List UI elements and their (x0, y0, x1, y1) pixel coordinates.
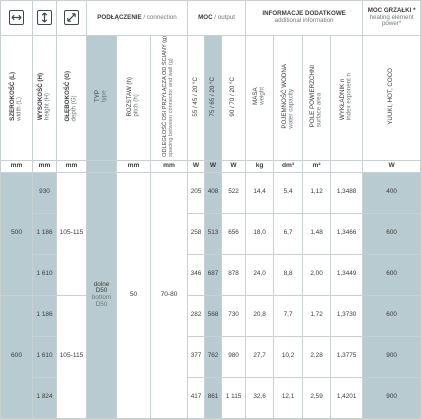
unit-cell: W (205, 160, 222, 172)
exponent-label: WYKŁADNIK n index exponent n (331, 36, 363, 161)
unit-cell (331, 160, 363, 172)
output-90-value: 1 115 (222, 377, 246, 418)
surface-value: 2,28 (303, 336, 331, 377)
exponent-value: 1,3730 (331, 295, 363, 336)
output-90-value: 878 (222, 254, 246, 295)
output-75-value: 762 (205, 336, 222, 377)
height-arrows-icon (37, 10, 52, 25)
heater-value: 900 (363, 336, 421, 377)
unit-cell: W (363, 160, 421, 172)
heater-power-header: MOC GRZAŁKI * heating element power* (363, 1, 421, 36)
mass-value: 14,4 (246, 172, 274, 213)
depth-icon-cell (57, 1, 87, 36)
water-value: 8,8 (274, 254, 303, 295)
water-value: 7,7 (274, 295, 303, 336)
width-label: SZEROKOŚĆ (L) width (L) (1, 36, 33, 161)
output-75-value: 568 (205, 295, 222, 336)
exponent-value: 1,3488 (331, 172, 363, 213)
width-value: 600 (1, 295, 33, 418)
unit-cell: mm (57, 160, 87, 172)
connection-type-value: dolne D50 bottom D50 (87, 172, 117, 418)
heater-value: 600 (363, 295, 421, 336)
models-label: YUUKI, HOT, COCO (363, 36, 421, 161)
output-55-value: 205 (188, 172, 205, 213)
units-row (1, 160, 421, 172)
height-value: 1 824 (33, 377, 57, 418)
water-value: 6,7 (274, 213, 303, 254)
surface-value: 2,59 (303, 377, 331, 418)
height-value: 1 186 (33, 213, 57, 254)
output-55-value: 377 (188, 336, 205, 377)
pitch-value: 50 (117, 172, 151, 418)
output-75-value: 861 (205, 377, 222, 418)
output-75-value: 408 (205, 172, 222, 213)
unit-cell: kg (246, 160, 274, 172)
surface-value: 1,12 (303, 172, 331, 213)
unit-cell: mm (117, 160, 151, 172)
mass-value: 24,0 (246, 254, 274, 295)
surface-value: 1,72 (303, 295, 331, 336)
output-55-value: 417 (188, 377, 205, 418)
exponent-value: 1,3466 (331, 213, 363, 254)
type-label: TYP type (87, 36, 117, 161)
heater-value: 400 (363, 172, 421, 213)
pitch-label: ROZSTAW (h) pitch (h) (117, 36, 151, 161)
exponent-value: 1,4201 (331, 377, 363, 418)
depth-value: 105-115 (57, 295, 87, 418)
output-90-value: 656 (222, 213, 246, 254)
additional-info-header: INFORMACJE DODATKOWE additional information (246, 1, 363, 36)
unit-cell: W (222, 160, 246, 172)
mass-value: 27,7 (246, 336, 274, 377)
water-value: 12,1 (274, 377, 303, 418)
output-90-value: 980 (222, 336, 246, 377)
spacing-label: ODLEGŁOŚĆ OSI PRZYŁĄCZA OD ŚCIANY (g) spacing between connector and wall (g) (151, 36, 188, 161)
height-icon-cell (33, 1, 57, 36)
water-value: 10,2 (274, 336, 303, 377)
depth-value: 105-115 (57, 172, 87, 295)
unit-cell: W (188, 160, 205, 172)
output-55-value: 346 (188, 254, 205, 295)
unit-cell: dm³ (274, 160, 303, 172)
unit-cell: mm (33, 160, 57, 172)
surface-area-label: POLE POWIERZCHNI surface area (303, 36, 331, 161)
temp-75-label: 75 / 65 / 20 °C (205, 36, 222, 161)
exponent-value: 1,3775 (331, 336, 363, 377)
height-label: WYSOKOŚĆ (H) height (H) (33, 36, 57, 161)
mass-value: 18,0 (246, 213, 274, 254)
connection-header: PODŁĄCZENIE / connection (87, 1, 188, 36)
height-value: 1 610 (33, 336, 57, 377)
mass-value: 20,8 (246, 295, 274, 336)
height-value: 1 186 (33, 295, 57, 336)
width-icon-cell (1, 1, 33, 36)
table-row (1, 172, 421, 213)
output-55-value: 258 (188, 213, 205, 254)
heater-value: 600 (363, 213, 421, 254)
output-90-value: 522 (222, 172, 246, 213)
heater-value: 900 (363, 377, 421, 418)
water-capacity-label: POJEMNOŚĆ WODNA water capacity (274, 36, 303, 161)
mass-label: MASA weight (246, 36, 274, 161)
height-value: 1 610 (33, 254, 57, 295)
width-value: 500 (1, 172, 33, 295)
unit-cell (87, 160, 117, 172)
table-row (1, 295, 421, 336)
unit-cell: mm (151, 160, 188, 172)
width-arrows-icon (9, 10, 24, 25)
unit-cell: m² (303, 160, 331, 172)
output-header: MOC / output (188, 1, 246, 36)
height-value: 930 (33, 172, 57, 213)
depth-label: GŁĘBOKOŚĆ (G) depth (G) (57, 36, 87, 161)
water-value: 5,4 (274, 172, 303, 213)
surface-value: 2,00 (303, 254, 331, 295)
temp-90-label: 90 / 70 / 20 °C (222, 36, 246, 161)
temp-55-label: 55 / 45 / 20 °C (188, 36, 205, 161)
heater-value: 600 (363, 254, 421, 295)
output-55-value: 282 (188, 295, 205, 336)
output-75-value: 513 (205, 213, 222, 254)
depth-diagonal-arrows-icon (64, 10, 79, 25)
unit-cell: mm (1, 160, 33, 172)
exponent-value: 1,3449 (331, 254, 363, 295)
spacing-value: 70-80 (151, 172, 188, 418)
output-75-value: 687 (205, 254, 222, 295)
mass-value: 32,6 (246, 377, 274, 418)
output-90-value: 730 (222, 295, 246, 336)
surface-value: 1,48 (303, 213, 331, 254)
